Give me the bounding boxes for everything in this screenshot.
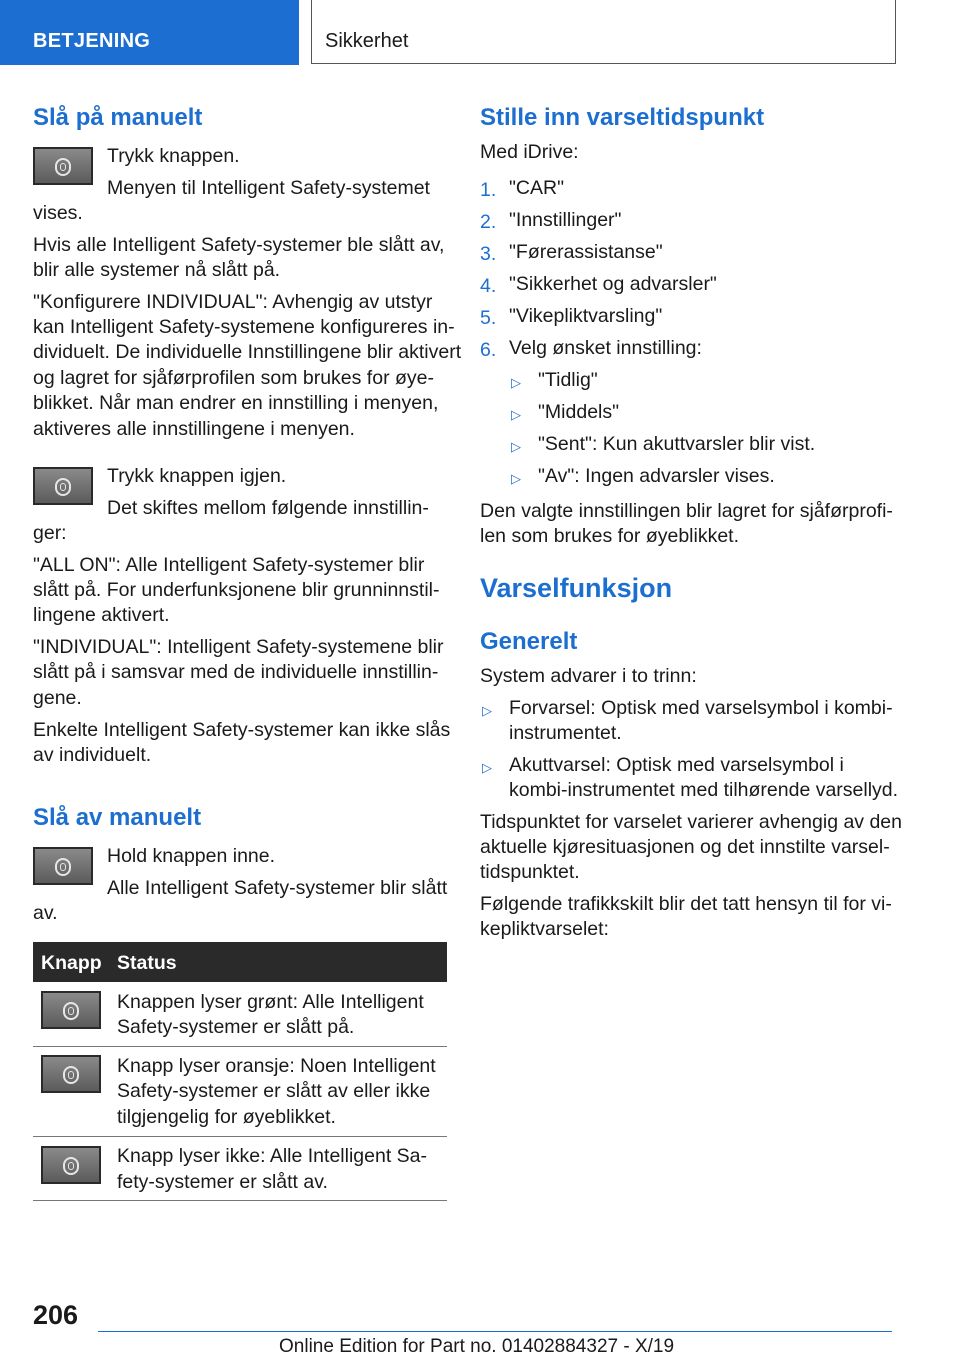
safety-button-icon bbox=[41, 991, 101, 1029]
text: Følgende trafikkskilt blir det tatt hensyn til for vi‐ bbox=[480, 893, 892, 915]
text: aktuelle kjøresituasjonen og det innstilte varsel‐ bbox=[480, 836, 890, 858]
text: tidspunktet. bbox=[480, 861, 580, 883]
step-number: 3. bbox=[480, 243, 497, 265]
text: "ALL ON": Alle Intelligent Safety-systemer blir bbox=[33, 554, 425, 576]
step-number: 2. bbox=[480, 211, 497, 233]
text: ger: bbox=[33, 522, 67, 544]
text: System advarer i to trinn: bbox=[480, 665, 697, 687]
page-number: 206 bbox=[33, 1300, 79, 1330]
table-cell: tilgjengelig for øyeblikket. bbox=[117, 1106, 336, 1128]
step-number: 4. bbox=[480, 275, 497, 297]
step-text: "Sikkerhet og advarsler" bbox=[509, 273, 717, 295]
text: slått på. For underfunksjonene blir grunninnstil‐ bbox=[33, 579, 440, 601]
step-number: 1. bbox=[480, 179, 497, 201]
bullet-text: instrumentet. bbox=[509, 722, 622, 744]
triangle-bullet-icon: ▷ bbox=[511, 375, 521, 390]
section-label: BETJENING bbox=[33, 30, 151, 52]
text: dividuelt. De individuelle Innstillingene blir aktivert bbox=[33, 341, 462, 363]
triangle-bullet-icon: ▷ bbox=[482, 703, 492, 718]
text: "Konfigurere INDIVIDUAL": Avhengig av utstyr bbox=[33, 291, 433, 313]
text: Hold knappen inne. bbox=[107, 845, 276, 867]
text: av. bbox=[33, 902, 58, 924]
step-number: 6. bbox=[480, 339, 497, 361]
text: Tidspunktet for varselet varierer avhengig av den bbox=[480, 811, 903, 833]
col-header-button: Knapp bbox=[41, 952, 102, 974]
safety-button-icon bbox=[41, 1055, 101, 1093]
option-text: "Sent": Kun akuttvarsler blir vist. bbox=[538, 433, 816, 455]
heading-switch-on: Slå på manuelt bbox=[33, 104, 203, 131]
heading-warning-function: Varselfunksjon bbox=[480, 573, 673, 603]
triangle-bullet-icon: ▷ bbox=[482, 760, 492, 775]
bullet-text: Akuttvarsel: Optisk med varselsymbol i bbox=[509, 754, 844, 776]
table-header bbox=[33, 942, 447, 982]
text: blikket. Når man endrer en innstilling i menyen, bbox=[33, 392, 439, 414]
table-cell: Knapp lyser oransje: Noen Intelligent bbox=[117, 1055, 436, 1077]
heading-general: Generelt bbox=[480, 628, 578, 655]
table-cell: Knappen lyser grønt: Alle Intelligent bbox=[117, 991, 424, 1013]
option-text: "Tidlig" bbox=[538, 369, 598, 391]
bullet-text: kombi-instrumentet med tilhørende varsellyd. bbox=[509, 779, 899, 801]
row-divider bbox=[33, 1136, 447, 1137]
text: kepliktvarselet: bbox=[480, 918, 609, 940]
text: lingene aktivert. bbox=[33, 604, 170, 626]
row-divider bbox=[33, 1200, 447, 1201]
text: aktiveres alle innstillingene i menyen. bbox=[33, 418, 355, 440]
step-text: "Vikepliktvarsling" bbox=[509, 305, 663, 327]
text: Trykk knappen. bbox=[107, 145, 240, 167]
step-number: 5. bbox=[480, 307, 497, 329]
text: "INDIVIDUAL": Intelligent Safety-systemene blir bbox=[33, 636, 444, 658]
text: kan Intelligent Safety-systemene konfigureres in‐ bbox=[33, 316, 455, 338]
row-divider bbox=[33, 1046, 447, 1047]
heading-switch-off: Slå av manuelt bbox=[33, 804, 202, 831]
text: Det skiftes mellom følgende innstillin‐ bbox=[107, 497, 429, 519]
option-text: "Av": Ingen advarsler vises. bbox=[538, 465, 775, 487]
text: len som brukes for øyeblikket. bbox=[480, 525, 740, 547]
section-tab bbox=[0, 0, 299, 65]
footer-divider bbox=[98, 1331, 892, 1332]
triangle-bullet-icon: ▷ bbox=[511, 439, 521, 454]
heading-set-warning-time: Stille inn varseltidspunkt bbox=[480, 104, 765, 131]
safety-button-icon bbox=[41, 1146, 101, 1184]
col-header-status: Status bbox=[117, 952, 177, 974]
text: Med iDrive: bbox=[480, 141, 579, 163]
table-cell: Safety-systemer er slått av eller ikke bbox=[117, 1080, 431, 1102]
step-text: "CAR" bbox=[509, 177, 565, 199]
table-cell: Safety-systemer er slått på. bbox=[117, 1016, 355, 1038]
footer-edition: Online Edition for Part no. 01402884327 - X/19 bbox=[279, 1336, 675, 1357]
safety-button-icon bbox=[33, 847, 93, 885]
text: Hvis alle Intelligent Safety-systemer ble slått av, bbox=[33, 234, 445, 256]
text: av individuelt. bbox=[33, 744, 152, 766]
safety-button-icon bbox=[33, 147, 93, 185]
chapter-label: Sikkerhet bbox=[325, 30, 409, 52]
table-cell: fety-systemer er slått av. bbox=[117, 1171, 328, 1193]
table-cell: Knapp lyser ikke: Alle Intelligent Sa‐ bbox=[117, 1145, 428, 1167]
text: slått på i samsvar med de individuelle innstillin‐ bbox=[33, 661, 439, 683]
text: Alle Intelligent Safety-systemer blir slått bbox=[107, 877, 448, 899]
text: blir alle systemer nå slått på. bbox=[33, 259, 281, 281]
bullet-text: Forvarsel: Optisk med varselsymbol i kombi‐ bbox=[509, 697, 893, 719]
step-text: "Innstillinger" bbox=[509, 209, 622, 231]
option-text: "Middels" bbox=[538, 401, 620, 423]
text: og lagret for sjåførprofilen som brukes for øye‐ bbox=[33, 367, 434, 389]
text: gene. bbox=[33, 687, 82, 709]
text: Enkelte Intelligent Safety-systemer kan ikke slås bbox=[33, 719, 451, 741]
triangle-bullet-icon: ▷ bbox=[511, 407, 521, 422]
text: Den valgte innstillingen blir lagret for sjåførprofi‐ bbox=[480, 500, 893, 522]
step-text: "Førerassistanse" bbox=[509, 241, 663, 263]
text: Trykk knappen igjen. bbox=[107, 465, 287, 487]
safety-button-icon bbox=[33, 467, 93, 505]
chapter-tab bbox=[311, 0, 896, 64]
triangle-bullet-icon: ▷ bbox=[511, 471, 521, 486]
text: vises. bbox=[33, 202, 83, 224]
text: Menyen til Intelligent Safety-systemet bbox=[107, 177, 430, 199]
step-text: Velg ønsket innstilling: bbox=[509, 337, 702, 359]
